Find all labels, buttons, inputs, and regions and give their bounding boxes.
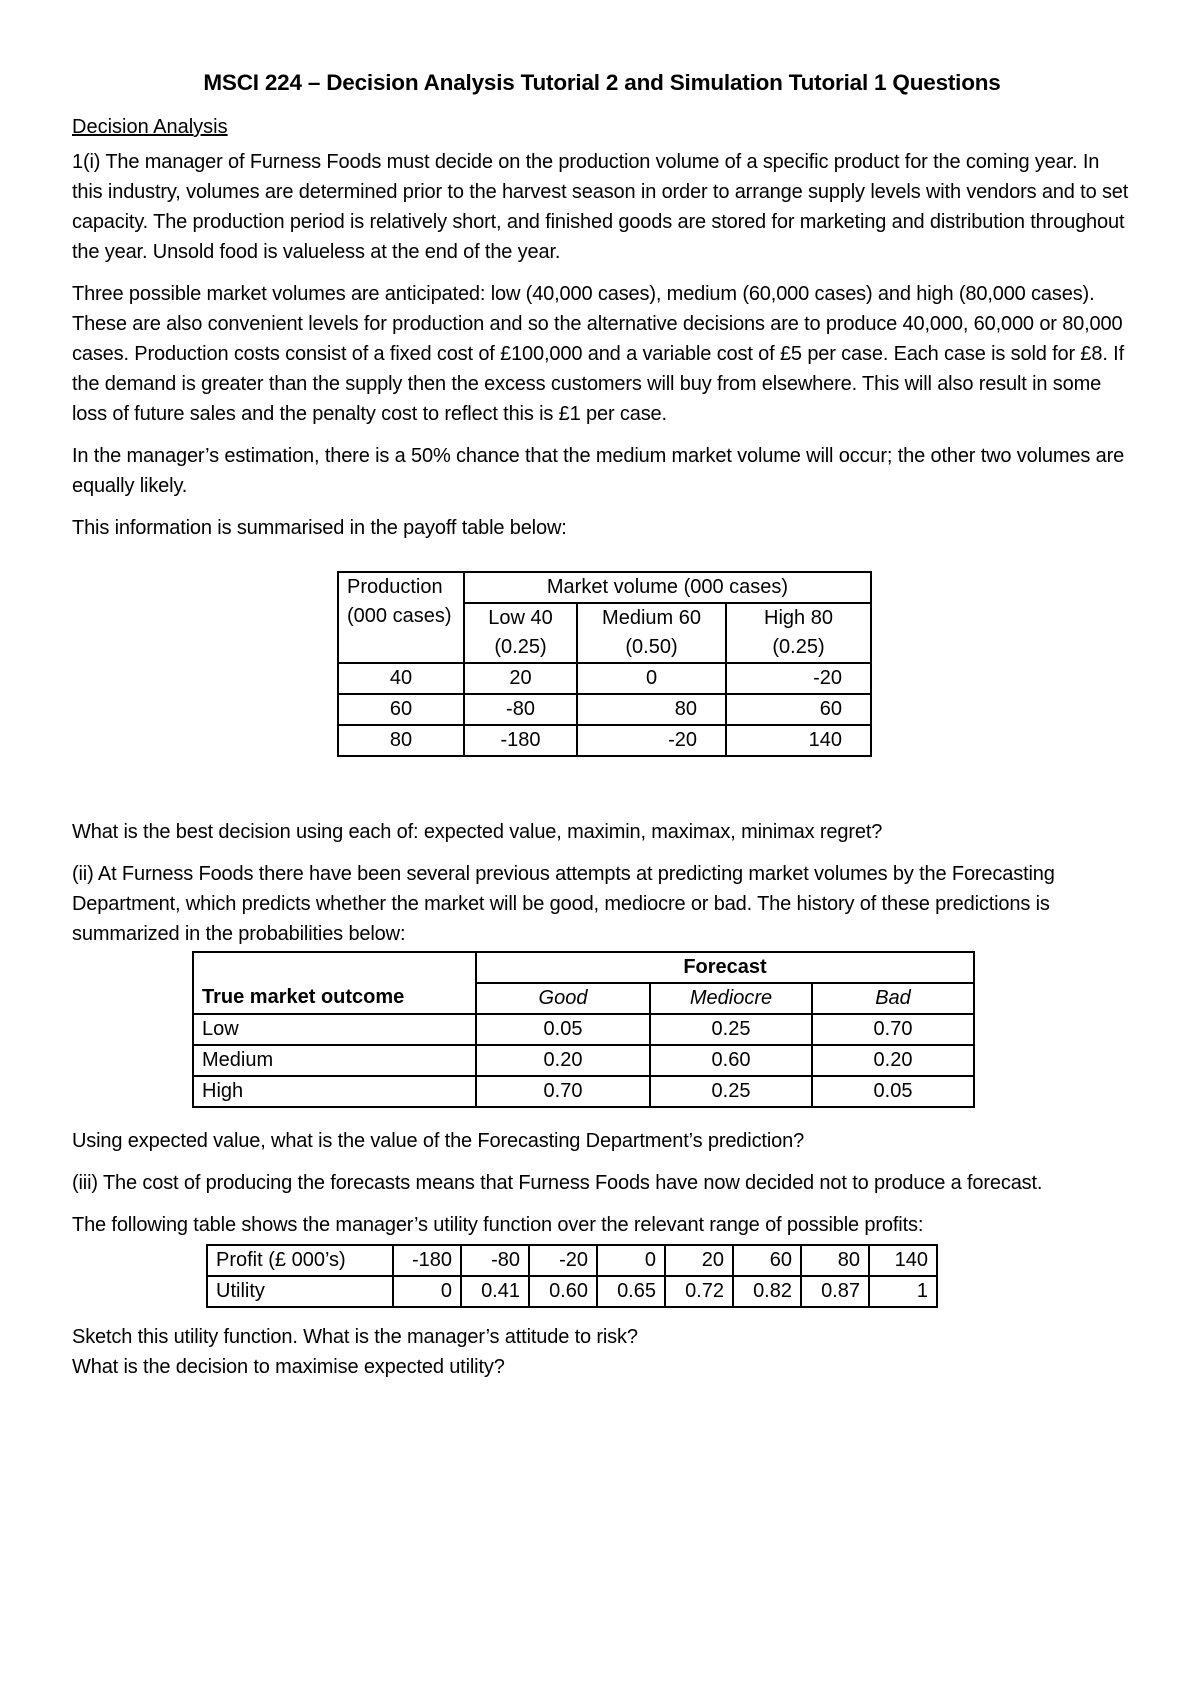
forecast-column-header: Bad	[812, 983, 974, 1014]
payoff-column-prob: (0.50)	[625, 636, 678, 658]
profit-cell: 20	[665, 1245, 733, 1276]
utility-cell: 0.82	[733, 1276, 801, 1307]
utility-cell: 0.60	[529, 1276, 597, 1307]
question-1i-paragraph: 1(i) The manager of Furness Foods must decide on the production volume of a specific product for the coming year. In this industry, volumes are determined prior to the harvest season in order to arrange supply levels with vendors and to set capacity. The production period is relatively short, and finished goods are stored for marketing and distribution throughout the year. Unsold food is valueless at the end of the year.	[72, 151, 1129, 263]
utility-row-label: Profit (£ 000’s)	[207, 1245, 393, 1276]
market-volumes-paragraph: Three possible market volumes are anticipated: low (40,000 cases), medium (60,000 cases) and high (80,000 cases). These are also convenient levels for production and so the alternative decisions are to produce 40,000, 60,000 or 80,000 cases. Production costs consist of a fixed cost of £100,000 and a variable cost of £5 per case. Each case is sold for £8. If the demand is greater than the supply then the excess customers will buy from elsewhere. This will also result in some loss of future sales and the penalty cost to reflect this is £1 per case.	[72, 283, 1124, 425]
forecast-value-cell: 0.70	[812, 1014, 974, 1045]
forecast-value-cell: 0.05	[476, 1014, 650, 1045]
payoff-group-header: Market volume (000 cases)	[464, 572, 871, 603]
forecast-row	[193, 1045, 974, 1076]
forecast-value-cell: 0.25	[650, 1014, 812, 1045]
payoff-row	[338, 725, 871, 756]
forecast-value-cell: 0.25	[650, 1076, 812, 1107]
question-1ii-paragraph: (ii) At Furness Foods there have been several previous attempts at predicting market volumes by the Forecasting Department, which predicts whether the market will be good, mediocre or bad. The history of these predictions is summarized in the probabilities below:	[72, 863, 1055, 945]
utility-cell: 0	[393, 1276, 461, 1307]
profit-cell: 60	[733, 1245, 801, 1276]
forecast-row-header: True market outcome	[193, 983, 476, 1014]
profit-cell: 0	[597, 1245, 665, 1276]
payoff-value-cell: 0	[577, 663, 726, 694]
profit-cell: -180	[393, 1245, 461, 1276]
forecast-row	[193, 1014, 974, 1045]
forecast-value-cell: 0.20	[476, 1045, 650, 1076]
forecast-column-header: Mediocre	[650, 983, 812, 1014]
forecast-group-header: Forecast	[476, 952, 974, 983]
forecast-row	[193, 1076, 974, 1107]
forecast-column-header: Good	[476, 983, 650, 1014]
document-page	[72, 70, 1132, 1394]
payoff-column-header	[726, 603, 871, 663]
payoff-value-cell: -80	[464, 694, 577, 725]
utility-cell: 0.72	[665, 1276, 733, 1307]
forecast-outcome-cell: Low	[193, 1014, 476, 1045]
payoff-table	[337, 571, 872, 757]
forecast-outcome-cell: High	[193, 1076, 476, 1107]
utility-cell: 0.65	[597, 1276, 665, 1307]
payoff-row-header-line2: (000 cases)	[347, 605, 452, 627]
payoff-column-prob: (0.25)	[772, 636, 825, 658]
payoff-value-cell: 20	[464, 663, 577, 694]
payoff-column-prob: (0.25)	[494, 636, 547, 658]
forecast-value-cell: 0.20	[812, 1045, 974, 1076]
payoff-row-header	[338, 572, 464, 663]
payoff-value-cell: 80	[577, 694, 726, 725]
payoff-value-cell: -20	[577, 725, 726, 756]
utility-cell: 0.41	[461, 1276, 529, 1307]
utility-cell: 1	[869, 1276, 937, 1307]
best-decision-question: What is the best decision using each of: expected value, maximin, maximax, minimax regret?	[72, 821, 883, 843]
payoff-value-cell: -180	[464, 725, 577, 756]
payoff-row	[338, 694, 871, 725]
forecast-outcome-cell: Medium	[193, 1045, 476, 1076]
profit-cell: -20	[529, 1245, 597, 1276]
forecast-value-cell: 0.70	[476, 1076, 650, 1107]
utility-table	[206, 1244, 938, 1308]
forecast-corner-cell	[193, 952, 476, 983]
probability-paragraph: In the manager’s estimation, there is a 50% chance that the medium market volume will occur; the other two volumes are equally likely.	[72, 445, 1125, 497]
payoff-column-label: Medium 60	[602, 607, 701, 629]
payoff-column-header	[464, 603, 577, 663]
payoff-production-cell: 80	[338, 725, 464, 756]
payoff-column-header	[577, 603, 726, 663]
forecast-table	[192, 951, 975, 1108]
payoff-value-cell: 60	[726, 694, 871, 725]
profit-cell: 140	[869, 1245, 937, 1276]
forecast-value-question: Using expected value, what is the value of the Forecasting Department’s prediction?	[72, 1130, 805, 1152]
payoff-row	[338, 663, 871, 694]
sketch-utility-question: Sketch this utility function. What is the manager’s attitude to risk?	[72, 1326, 638, 1348]
utility-row-label: Utility	[207, 1276, 393, 1307]
page-title: MSCI 224 – Decision Analysis Tutorial 2 and Simulation Tutorial 1 Questions	[203, 70, 1001, 95]
payoff-row-header-line1: Production	[347, 576, 443, 598]
utility-intro-paragraph: The following table shows the manager’s utility function over the relevant range of possible profits:	[72, 1214, 924, 1236]
payoff-column-label: Low 40	[488, 607, 553, 629]
payoff-value-cell: -20	[726, 663, 871, 694]
question-1iii-paragraph: (iii) The cost of producing the forecasts means that Furness Foods have now decided not to produce a forecast.	[72, 1172, 1043, 1194]
forecast-value-cell: 0.05	[812, 1076, 974, 1107]
utility-profit-row	[207, 1245, 937, 1276]
payoff-value-cell: 140	[726, 725, 871, 756]
payoff-column-label: High 80	[764, 607, 833, 629]
payoff-intro-paragraph: This information is summarised in the payoff table below:	[72, 517, 567, 539]
expected-utility-question: What is the decision to maximise expected utility?	[72, 1356, 505, 1378]
profit-cell: -80	[461, 1245, 529, 1276]
payoff-production-cell: 60	[338, 694, 464, 725]
profit-cell: 80	[801, 1245, 869, 1276]
utility-cell: 0.87	[801, 1276, 869, 1307]
section-heading: Decision Analysis	[72, 116, 228, 138]
forecast-value-cell: 0.60	[650, 1045, 812, 1076]
payoff-production-cell: 40	[338, 663, 464, 694]
utility-value-row	[207, 1276, 937, 1307]
